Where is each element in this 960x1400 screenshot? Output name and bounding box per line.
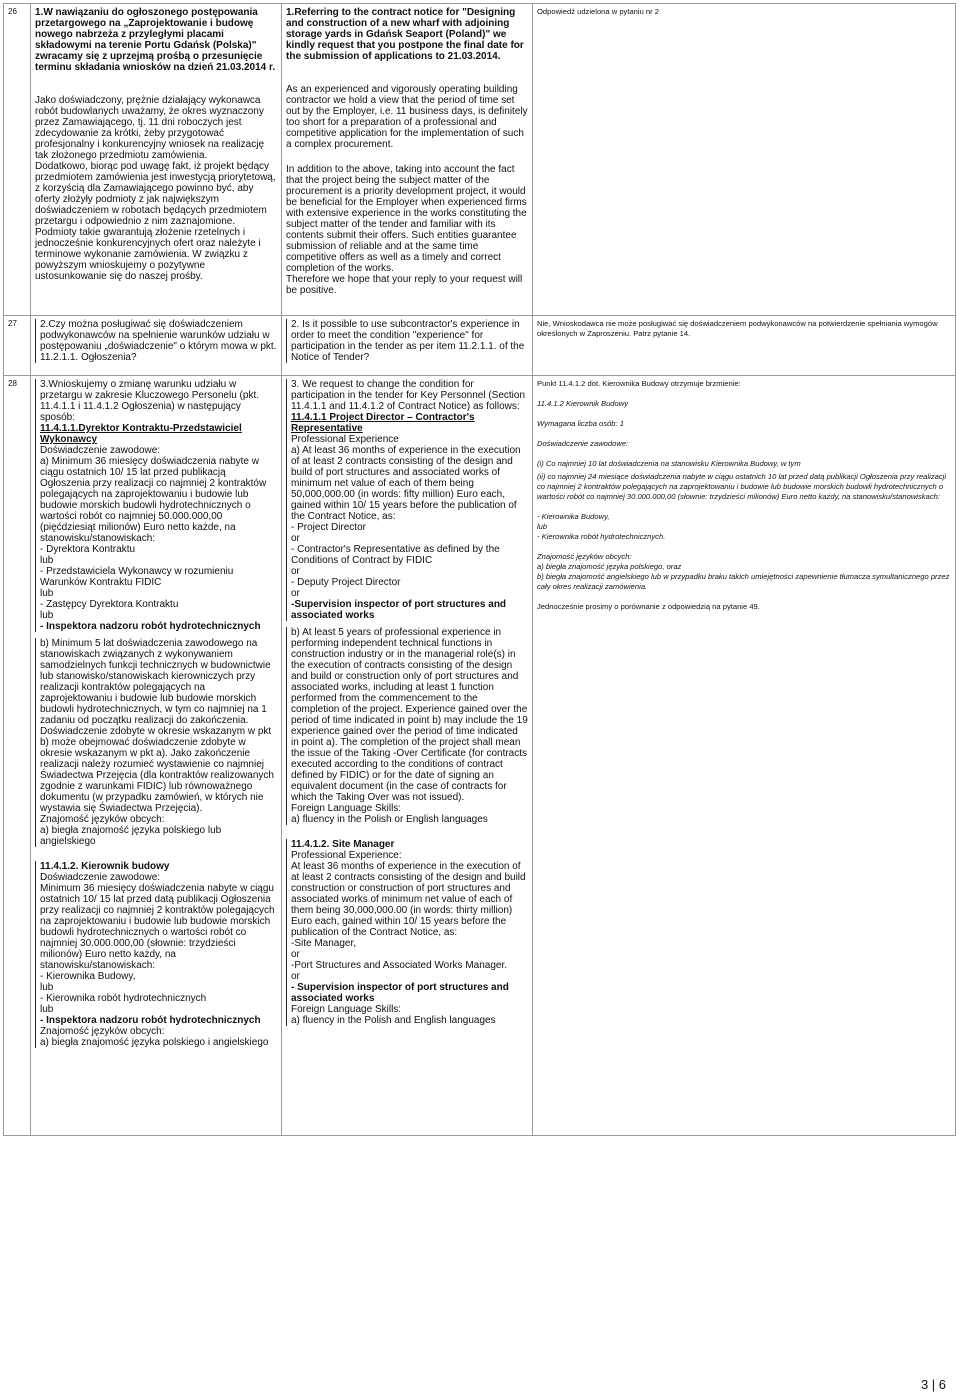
section-heading: 11.4.1.1.Dyrektor Kontraktu-Przedstawiciel Wykonawcy — [40, 423, 242, 445]
row-number: 28 — [4, 376, 31, 1136]
table-row — [4, 316, 956, 376]
section-text: b) At least 5 years of professional experience in performing independent technical functions in construction industry or in the managerial role(s) in the execution of contracts consisting of the design and build or construction only of port structures and associated works, including at least 1 function performed from the commencement to the completion of the project. Experience gained over the period of time indicated in point b) may include the 19 experience gained over the period of time indicated in point a). The completion of the project shall mean the issue of the Taking -Over Certificate (for contracts executed according to the conditions of contract defined by FIDIC) or for the date of signing an equivalent document (in the case of contracts for which the Taking Over was not issued). Foreign Language Skills: a) fluency in the Polish or English languages — [291, 627, 528, 825]
section-text: Znajomość języków obcych: a) biegła znajomość języka polskiego i angielskiego — [40, 1026, 269, 1048]
answer-experience-label: Doświadczenie zawodowe: — [537, 439, 629, 448]
section-text: Professional Experience: At least 36 months of experience in the execution of at least 2 contracts consisting of the design and build construction or construction of port structures and associated works of minimum net value of each of them being 30,000,000.00 (in words: thirty million) Euro each, gained within 10/ 15 years before the publication of the Contract Notice, as: -Site Manager, or -Port Structures and Associated Works Manager. or — [291, 850, 526, 982]
answer-languages: Znajomość języków obcych: a) biegła znajomość języka polskiego, oraz b) biegła znajomość angielskiego lub w przypadku braku takich umiejętności zapewnienie tłumacza symultanicznego przez cały okres realizacji zamówienia. — [537, 552, 950, 591]
section-text-bold: - Inspektora nadzoru robót hydrotechnicznych — [40, 1015, 261, 1026]
section-text-bold: - Supervision inspector of port structures and associated works — [291, 982, 509, 1004]
answer: Odpowiedź udzielona w pytaniu nr 2 — [533, 4, 956, 316]
table-row — [4, 4, 956, 316]
section-text-bold: - Inspektora nadzoru robót hydrotechnicznych — [40, 621, 261, 632]
question-title: 1.Referring to the contract notice for "Designing and construction of a new wharf with adjoining storage yards in Gdańsk Seaport (Poland)" we kindly request that you postpone the final date for the submission of applications to 21.03.2014. — [286, 7, 524, 62]
question-body: In addition to the above, taking into account the fact that the project being the subject matter of the procurement is a priority development project, it would be beneficial for the Employer when experienced firms with extensive experience in the works constituting the subject matter of the tender and familiar with its contents submit their offers. Such entities guarantee submission of reliable and at the same time competitive offers as well as a timely and correct completion of the works. Therefore we hope that your reply to your request will be positive. — [286, 164, 527, 296]
question-english — [282, 316, 533, 376]
questions-table — [3, 3, 956, 1136]
section-text: Foreign Language Skills: a) fluency in the Polish and English languages — [291, 1004, 496, 1026]
answer-point-ii: (ii) co najmniej 24 miesiące doświadczenia nabyte w ciągu ostatnich 10 lat przed datą publikacji Ogłoszenia przy realizacji co najmniej 2 kontraktów polegających na zaprojektowaniu i budowie lub budowie morskich budowli hydrotechnicznych o wartości robót co najmniej 30.000.000,00 (słownie: trzydzieści milionów) Euro netto każdy, na stanowisku/stanowiskach: — [537, 472, 947, 501]
section-text: Professional Experience a) At least 36 months of experience in the execution of at least 2 contracts consisting of the design and build of port structures and associated works of minimum net value of each of them being 50,000,000.00 (in words: fifty million) Euro each, gained within 10/ 15 years before the publication of the Contract Notice, as: - Project Director or - Contractor's Representative as defined by the Conditions of Contract by FIDIC or - Deputy Project Director or — [291, 434, 521, 599]
section-text: b) Minimum 5 lat doświadczenia zawodowego na stanowiskach związanych z wykonywaniem samodzielnych funkcji technicznych w budownictwie lub stanowisko/stanowiskach kierowniczych przy realizacji kontraktów polegających na zaprojektowaniu i budowie lub budowie morskich budowli hydrotechnicznych, w tym co najmniej na 1 zadaniu od początku realizacji do zakończenia. Doświadczenie zdobyte w okresie wskazanym w pkt b) może obejmować doświadczenie zdobyte w okresie wskazanym w pkt a). Jako zakończenie realizacji należy rozumieć wystawienie co najmniej Świadectwa Przejęcia (dla kontraktów realizowanych zgodnie z warunkami FIDIC) lub równoważnego dokumentu (w przypadku zamówień, w których nie wystawia się Świadectwa Przejęcia). Znajomość języków obcych: a) biegła znajomość języka polskiego lub angielskiego — [40, 638, 274, 847]
row-number: 26 — [4, 4, 31, 316]
question-text: 2.Czy można posługiwać się doświadczeniem podwykonawców na spełnienie warunków udziału w postępowaniu „doświadczenie" o którym mowa w pkt. 11.2.1.1. Ogłoszenia? — [35, 319, 277, 363]
section-text: Doświadczenie zawodowe: Minimum 36 miesięcy doświadczenia nabyte w ciągu ostatnich 10/ 15 lat przed datą publikacji Ogłoszenia przy realizacji co najmniej 2 kontraktów polegających na zaprojektowaniu i budowie lub budowie morskich budowli hydrotechnicznych o wartości robót co najmniej 30.000.000,00 (słownie: trzydzieści milionów) Euro netto każdy, na stanowisku/stanowiskach: - Kierownika Budowy, lub - Kierownika robót hydrotechnicznych lub — [40, 872, 275, 1015]
row-number: 27 — [4, 316, 31, 376]
question-title: 1.W nawiązaniu do ogłoszonego postępowania przetargowego na „Zaprojektowanie i budowę nowego nabrzeża z przyległymi placami składowymi na terenie Portu Gdańsk (Polska)" zwracamy się z uprzejmą prośbą o przesunięcie terminu składania wniosków na dzień 21.03.2014 r. — [35, 7, 276, 73]
answer-point-i: (i) Co najmniej 10 lat doświadczenia na stanowisku Kierownika Budowy, w tym — [537, 459, 801, 468]
question-polish — [31, 316, 282, 376]
question-body: Jako doświadczony, prężnie działający wykonawca robót budowlanych uważamy, że okres wyznaczony przez Zamawiającego, tj. 11 dni roboczych jest zdecydowanie za krótki, żeby przygotować profesjonalny i konkurencyjny wniosek na realizację tak złożonego przedmiotu zamówienia. Dodatkowo, biorąc pod uwagę fakt, iż projekt będący przedmiotem zamówienia jest inwestycją priorytetową, z korzyścią dla Zamawiającego powinno być, aby oferty złożyły podmioty z jak największym doświadczeniem w robotach będących przedmiotem przetargu i odpowiednio z nim zaznajomione. Podmioty takie gwarantują złożenie rzetelnych i jednocześnie konkurencyjnych ofert oraz należyte i terminowe wykonanie zamówienia. W związku z powyższym wnioskujemy o pozytywne ustosunkowanie się do naszej prośby. — [35, 95, 276, 282]
question-polish — [31, 4, 282, 316]
answer-heading: 11.4.1.2 Kierownik Budowy — [537, 399, 629, 408]
question-english — [282, 4, 533, 316]
answer-count: Wymagana liczba osób: 1 — [537, 419, 624, 428]
answer-intro: Punkt 11.4.1.2 dot. Kierownika Budowy otrzymuje brzmienie: — [537, 379, 741, 388]
section-text-bold: -Supervision inspector of port structures and associated works — [291, 599, 507, 621]
table-row — [4, 376, 956, 1136]
question-english — [282, 376, 533, 1136]
page-number: 3 | 6 — [920, 1377, 946, 1392]
section-heading: 11.4.1.1 Project Director – Contractor's Representative — [291, 412, 475, 434]
answer — [533, 376, 956, 1136]
answer-reference: Jednocześnie prosimy o porównanie z odpowiedzią na pytanie 49. — [537, 602, 760, 611]
answer-roles: - Kierownika Budowy, lub - Kierownika robót hydrotechnicznych. — [537, 512, 666, 541]
question-polish — [31, 376, 282, 1136]
section-text: Doświadczenie zawodowe: a) Minimum 36 miesięcy doświadczenia nabyte w ciągu ostatnich 10/ 15 lat przed publikacją Ogłoszenia przy realizacji co najmniej 2 kontraktów polegających na zaprojektowaniu i budowie lub budowie morskich budowli hydrotechnicznych o wartości robót co najmniej 50.000.000,00 (pięćdziesiąt milionów) Euro netto każde, na stanowisku/stanowiskach: - Dyrektora Kontraktu lub - Przedstawiciela Wykonawcy w rozumieniu Warunków Kontraktu FIDIC lub - Zastępcy Dyrektora Kontraktu lub — [40, 445, 267, 621]
question-intro: 3. We request to change the condition for participation in the tender for Key Personnel (Section 11.4.1.1 and 11.4.1.2 of Contract Notice) as follows: — [291, 379, 526, 412]
question-text: 2. Is it possible to use subcontractor's experience in order to meet the condition "experience" for participation in the tender as per item 11.2.1.1. of the Notice of Tender? — [286, 319, 528, 363]
answer: Nie, Wnioskodawca nie może posługiwać się doświadczeniem podwykonawców na potwierdzenie spełniania wymogów określonych w Zaproszeniu. Patrz pytanie 14. — [533, 316, 956, 376]
question-body: As an experienced and vigorously operating building contractor we hold a view that the period of time set out by the Employer, i.e. 11 business days, is definitely too short for a preparation of a professional and competitive application for the implementation of such a complex procurement. — [286, 84, 528, 150]
section-heading: 11.4.1.2. Kierownik budowy — [40, 861, 170, 872]
section-heading: 11.4.1.2. Site Manager — [291, 839, 395, 850]
question-intro: 3.Wnioskujemy o zmianę warunku udziału w przetargu w zakresie Kluczowego Personelu (pkt. 11.4.1.1 i 11.4.1.2 Ogłoszenia) w następujący sposób: — [40, 379, 259, 423]
